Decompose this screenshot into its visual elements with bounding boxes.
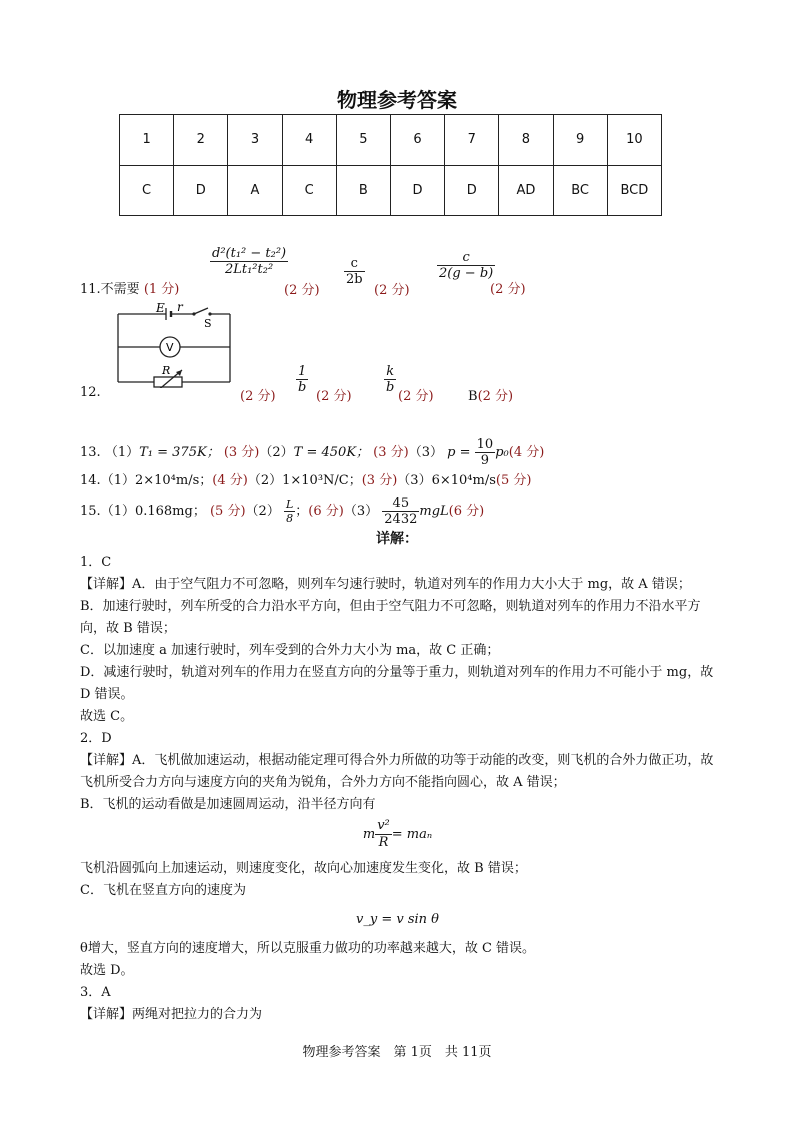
question-number: 9: [553, 115, 607, 166]
q15-score-3: (6 分): [448, 504, 485, 519]
circuit-label-e: E: [156, 301, 165, 315]
answer-cell: BCD: [607, 165, 661, 216]
q14-line: [80, 469, 531, 488]
equation-2: [80, 902, 715, 938]
eq1-denominator: R: [378, 835, 389, 850]
q15-part-1: （1）: [100, 504, 135, 519]
e1-paragraph-b: B．加速行驶时，列车所受的合力沿水平方向，但由于空气阻力不可忽略，则轨道对列车的作用力不沿水平方向，故 B 错误；: [80, 599, 701, 636]
q14-part-1: （1）: [100, 473, 135, 488]
q12-f1-numerator: 1: [296, 364, 308, 380]
q11-label-line: [80, 278, 179, 297]
q15-a3-denominator: 2432: [384, 512, 418, 527]
e3-paragraph-a: 【详解】两绳对把拉力的合力为: [80, 1007, 263, 1022]
circuit-label-s: S: [204, 317, 212, 330]
answer-table: [119, 114, 662, 216]
q15-answer-2-suffix: ；: [295, 504, 309, 519]
q11-label: 11.不需要: [80, 282, 140, 297]
q14-answer-3: 6×10⁴m/s: [431, 473, 496, 488]
q11-f1-numerator: d²(t₁² − t₂²): [212, 246, 287, 261]
circuit-label-r: r: [177, 300, 183, 314]
eq2-text: v_y = v sin θ: [356, 912, 439, 927]
q14-part-2: （2）: [247, 473, 283, 488]
q14-score-2: (3 分): [361, 473, 398, 488]
q15-answer-3-suffix: mgL: [419, 504, 449, 519]
q15-score-2: (6 分): [308, 504, 344, 519]
q14-score-3: (5 分): [495, 473, 532, 488]
answer-cell: C: [282, 165, 336, 216]
q13-answer-3-prefix: p =: [447, 445, 471, 460]
equation-1: [80, 816, 715, 858]
answer-cell: D: [174, 165, 228, 216]
e2-paragraph-b: B．飞机的运动看做是加速圆周运动，沿半径方向有: [80, 797, 376, 812]
q12-fraction-1: [296, 364, 308, 395]
q11-score-1: (1 分): [143, 282, 180, 297]
e1-heading: 1．C: [80, 555, 112, 570]
q13-label: 13.: [80, 445, 101, 460]
q14-part-3: （3）: [397, 473, 432, 488]
question-number: 5: [336, 115, 390, 166]
e1-conclusion: 故选 C。: [80, 709, 134, 724]
q11-f3-numerator: c: [437, 250, 495, 266]
q13-score-1: (3 分): [223, 445, 260, 460]
e2-paragraph-c: C．飞机在竖直方向的速度为: [80, 883, 246, 898]
answer-cell: C: [120, 165, 174, 216]
q12-label: 12.: [80, 385, 101, 400]
answer-cell: D: [445, 165, 499, 216]
e1-paragraph-c: C．以加速度 a 加速行驶时，列车受到的合外力大小为 ma，故 C 正确；: [80, 643, 500, 658]
question-number: 8: [499, 115, 553, 166]
question-number: 6: [390, 115, 444, 166]
eq1-rhs: = maₙ: [391, 827, 433, 842]
q11-f2-numerator: c: [344, 256, 365, 272]
q12-answer-line: [468, 385, 513, 404]
q13-answer-3-suffix: p₀: [495, 445, 509, 460]
q13-answer-1: T₁ = 375K；: [139, 445, 220, 460]
page-footer: 物理参考答案 第 1页 共 11页: [302, 1045, 492, 1060]
question-number: 7: [445, 115, 499, 166]
e3-heading: 3．A: [80, 985, 111, 1000]
q13-line: [80, 437, 544, 468]
q15-a2-denominator: 8: [286, 512, 294, 525]
q12-fraction-2: [384, 364, 396, 395]
q13-a3-numerator: 10: [476, 437, 494, 452]
q15-label: 15.: [80, 504, 101, 519]
q11-f2-denominator: 2b: [346, 272, 363, 287]
q13-part-1: （1）: [104, 445, 140, 460]
q14-answer-1: 2×10⁴m/s；: [134, 473, 213, 488]
q11-score-2: (2 分): [284, 283, 320, 298]
eq1-numerator: v²: [377, 818, 390, 833]
question-number: 2: [174, 115, 228, 166]
answer-cell: A: [228, 165, 282, 216]
e1-paragraph-d: D．减速行驶时，轨道对列车的作用力在竖直方向的分量等于重力，则轨道对列车的作用力不可能小于 mg，故 D 错误。: [80, 665, 714, 702]
q13-score-3: (4 分): [508, 445, 545, 460]
q13-part-3: （3）: [408, 445, 444, 460]
answer-table-answer-row: [120, 165, 662, 216]
q11-score-3: (2 分): [374, 283, 410, 298]
q15-a2-numerator: L: [285, 498, 294, 511]
q12-score-4: (2 分): [477, 389, 514, 404]
q11-fraction-1: [210, 246, 288, 277]
q11-f3-denominator: 2(g − b): [439, 266, 494, 281]
q13-part-2: （2）: [259, 445, 294, 460]
q12-score-3: (2 分): [398, 389, 434, 404]
question-number: 10: [607, 115, 661, 166]
e2-paragraph-b2: 飞机沿圆弧向上加速运动，则速度变化，故向心加速度发生变化，故 B 错误；: [80, 861, 527, 876]
q11-f1-denominator: 2Lt₁²t₂²: [224, 262, 274, 277]
q15-a3-numerator: 45: [382, 496, 419, 512]
e2-heading: 2．D: [80, 731, 112, 746]
q11-fraction-2: [344, 256, 365, 287]
q12-f2-numerator: k: [384, 364, 396, 380]
circuit-label-v: V: [166, 341, 174, 354]
page-title: 物理参考答案: [337, 88, 457, 112]
q13-answer-2: T = 450K；: [293, 445, 370, 460]
explanation-block: [80, 552, 715, 1026]
q13-a3-denominator: 9: [480, 453, 490, 468]
e2-paragraph-c2: θ增大，竖直方向的速度增大，所以克服重力做功的功率越来越大，故 C 错误。: [80, 941, 536, 956]
e1-paragraph-a: 【详解】A．由于空气阻力不可忽略，则列车匀速行驶时，轨道对列车的作用力大小大于 mg，故 A 错误；: [80, 577, 691, 592]
q11-fraction-3: [437, 250, 495, 281]
q14-answer-2: 1×10³N/C；: [282, 473, 362, 488]
answer-cell: AD: [499, 165, 553, 216]
question-number: 4: [282, 115, 336, 166]
q14-score-1: (4 分): [212, 473, 248, 488]
q12-f1-denominator: b: [298, 380, 307, 395]
q12-answer: B: [468, 389, 478, 404]
e2-paragraph-a: 【详解】A．飞机做加速运动，根据动能定理可得合外力所做的功等于动能的改变，则飞机的合外力做正功，故飞机所受合力方向与速度方向的夹角为锐角，合外力方向不能指向圆心，故 A 错误；: [80, 753, 714, 790]
q12-f2-denominator: b: [386, 380, 395, 395]
question-number: 1: [120, 115, 174, 166]
e2-conclusion: 故选 D。: [80, 963, 134, 978]
q13-score-2: (3 分): [373, 445, 409, 460]
q15-part-3: （3）: [343, 504, 379, 519]
answer-cell: D: [390, 165, 444, 216]
question-number: 3: [228, 115, 282, 166]
answer-cell: B: [336, 165, 390, 216]
eq1-m: m: [362, 827, 376, 842]
q11-score-4: (2 分): [490, 282, 526, 297]
q12-score-1: (2 分): [240, 389, 276, 404]
q15-score-1: (5 分): [209, 504, 246, 519]
q15-line: [80, 496, 484, 527]
circuit-label-rheostat: R: [162, 364, 171, 377]
q14-label: 14.: [80, 473, 101, 488]
q15-answer-1: 0.168mg；: [134, 504, 206, 519]
answer-table-number-row: [120, 115, 662, 166]
section-title: 详解：: [376, 531, 418, 547]
q12-score-2: (2 分): [316, 389, 352, 404]
answer-cell: BC: [553, 165, 607, 216]
circuit-diagram: [110, 300, 235, 388]
q15-part-2: （2）: [245, 504, 280, 519]
